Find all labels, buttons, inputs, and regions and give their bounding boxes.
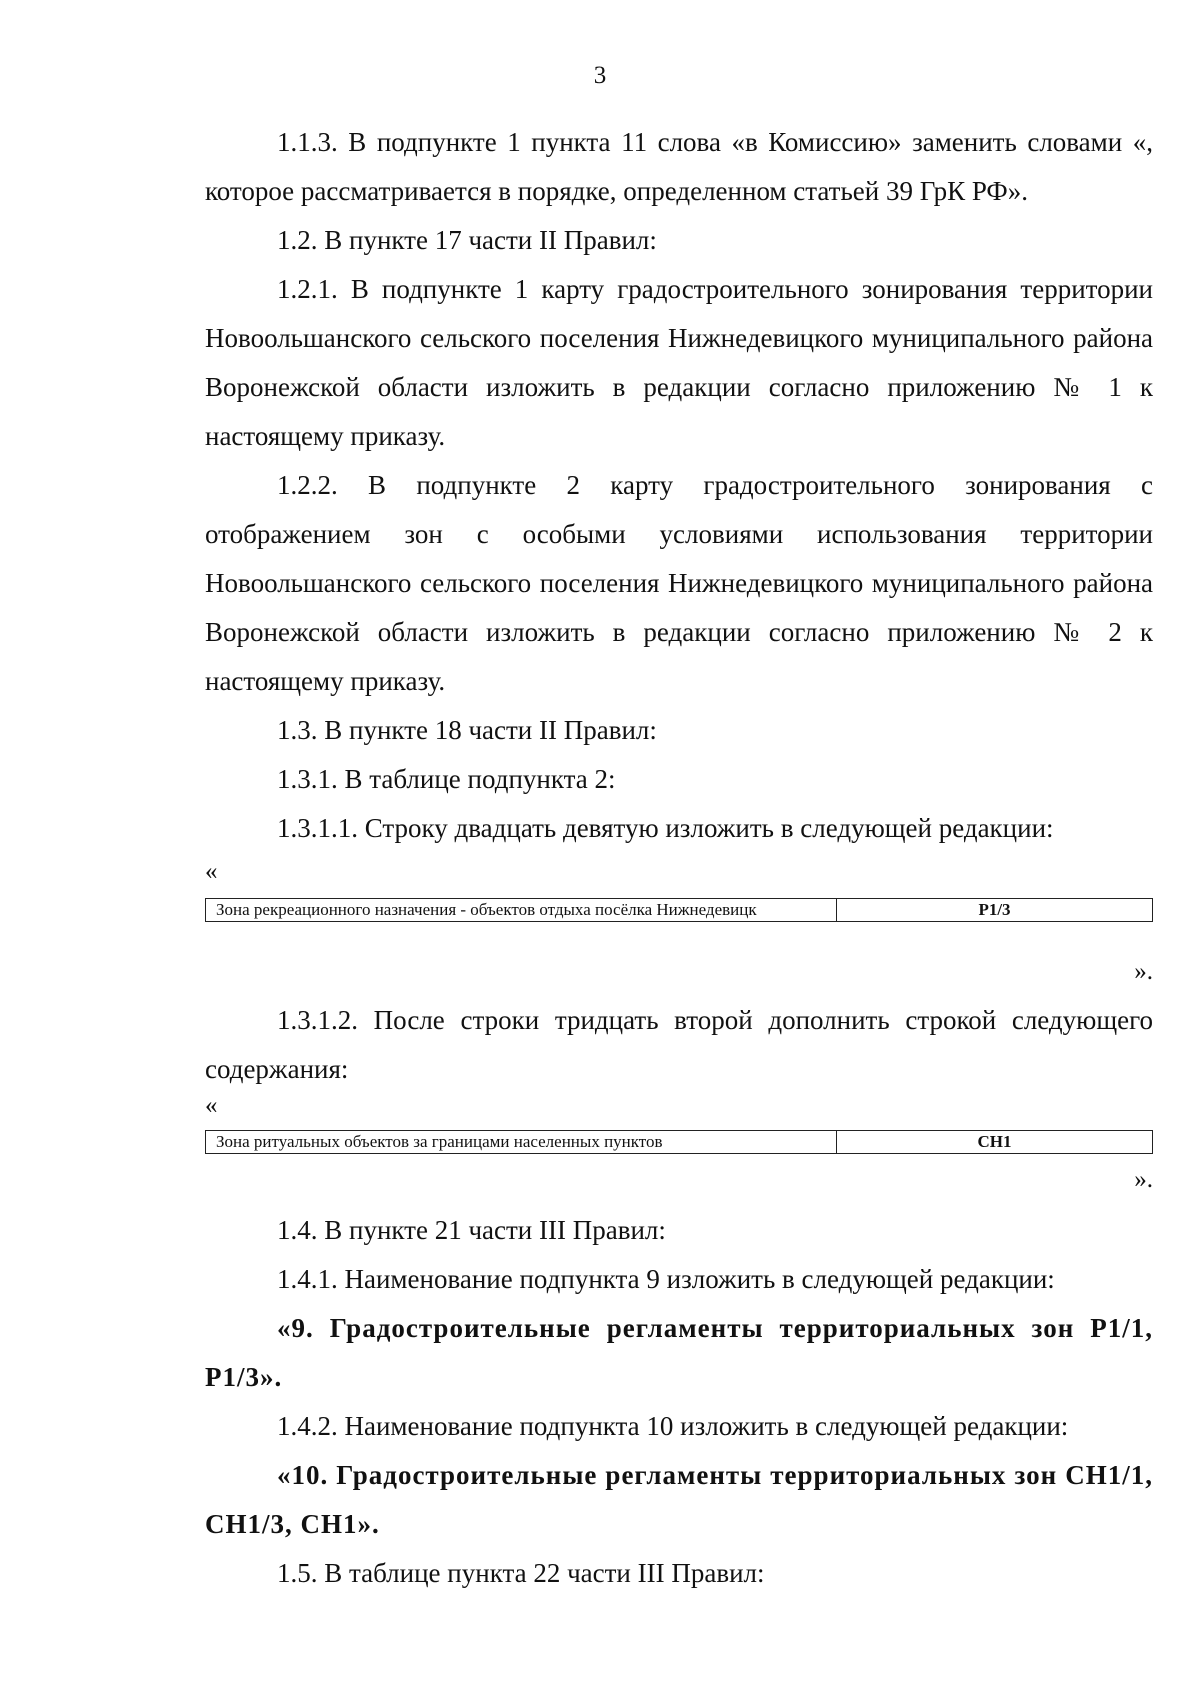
table-zone-cell: Зона рекреационного назначения - объектов отдыха посёлка Нижнедевицк (206, 899, 837, 922)
page-number: 3 (593, 62, 607, 89)
table-zone-cell: Зона ритуальных объектов за границами населенных пунктов (206, 1131, 837, 1154)
paragraph-1-3-1-2: 1.3.1.2. После строки тридцать второй дополнить строкой следующего содержания: (205, 1005, 1153, 1084)
paragraph-1-2-1: 1.2.1. В подпункте 1 карту градостроительного зонирования территории Новоольшанского сельского поселения Нижнедевицкого муниципального района Воронежской области изложить в редакции согласно приложению № 1 к настоящему приказу. (205, 274, 1153, 451)
paragraph-1-2: 1.2. В пункте 17 части II Правил: (277, 225, 657, 255)
open-quote: « (205, 858, 218, 885)
paragraph-1-1-3: 1.1.3. В подпункте 1 пункта 11 слова «в Комиссию» заменить словами «, которое рассматривается в порядке, определенном статьей 39 ГрК РФ». (205, 127, 1153, 206)
table-row-ritual (205, 1130, 1153, 1154)
paragraph-heading-10: «10. Градостроительные регламенты территориальных зон СН1/1, СН1/3, СН1». (205, 1460, 1153, 1539)
paragraph-1-3-1: 1.3.1. В таблице подпункта 2: (277, 764, 616, 794)
paragraph-1-2-2: 1.2.2. В подпункте 2 карту градостроительного зонирования с отображением зон с особыми условиями использования территории Новоольшанского сельского поселения Нижнедевицкого муниципального района Воронежской области изложить в редакции согласно приложению № 2 к настоящему приказу. (205, 470, 1153, 696)
table-row-recreation (205, 898, 1153, 922)
paragraph-heading-9: «9. Градостроительные регламенты территориальных зон Р1/1, Р1/3». (205, 1313, 1153, 1392)
open-quote: « (205, 1092, 218, 1119)
paragraph-1-3: 1.3. В пункте 18 части II Правил: (277, 715, 657, 745)
close-quote: ». (1134, 1166, 1153, 1193)
table-code-cell: СН1 (837, 1131, 1153, 1154)
paragraph-1-3-1-1: 1.3.1.1. Строку двадцать девятую изложить в следующей редакции: (277, 813, 1054, 843)
paragraph-1-4: 1.4. В пункте 21 части III Правил: (277, 1215, 666, 1245)
paragraph-1-4-1: 1.4.1. Наименование подпункта 9 изложить в следующей редакции: (277, 1264, 1055, 1294)
paragraph-1-5: 1.5. В таблице пункта 22 части III Правил: (277, 1558, 765, 1588)
table-code-cell: Р1/3 (837, 899, 1153, 922)
close-quote: ». (1134, 958, 1153, 985)
paragraph-1-4-2: 1.4.2. Наименование подпункта 10 изложить в следующей редакции: (277, 1411, 1069, 1441)
